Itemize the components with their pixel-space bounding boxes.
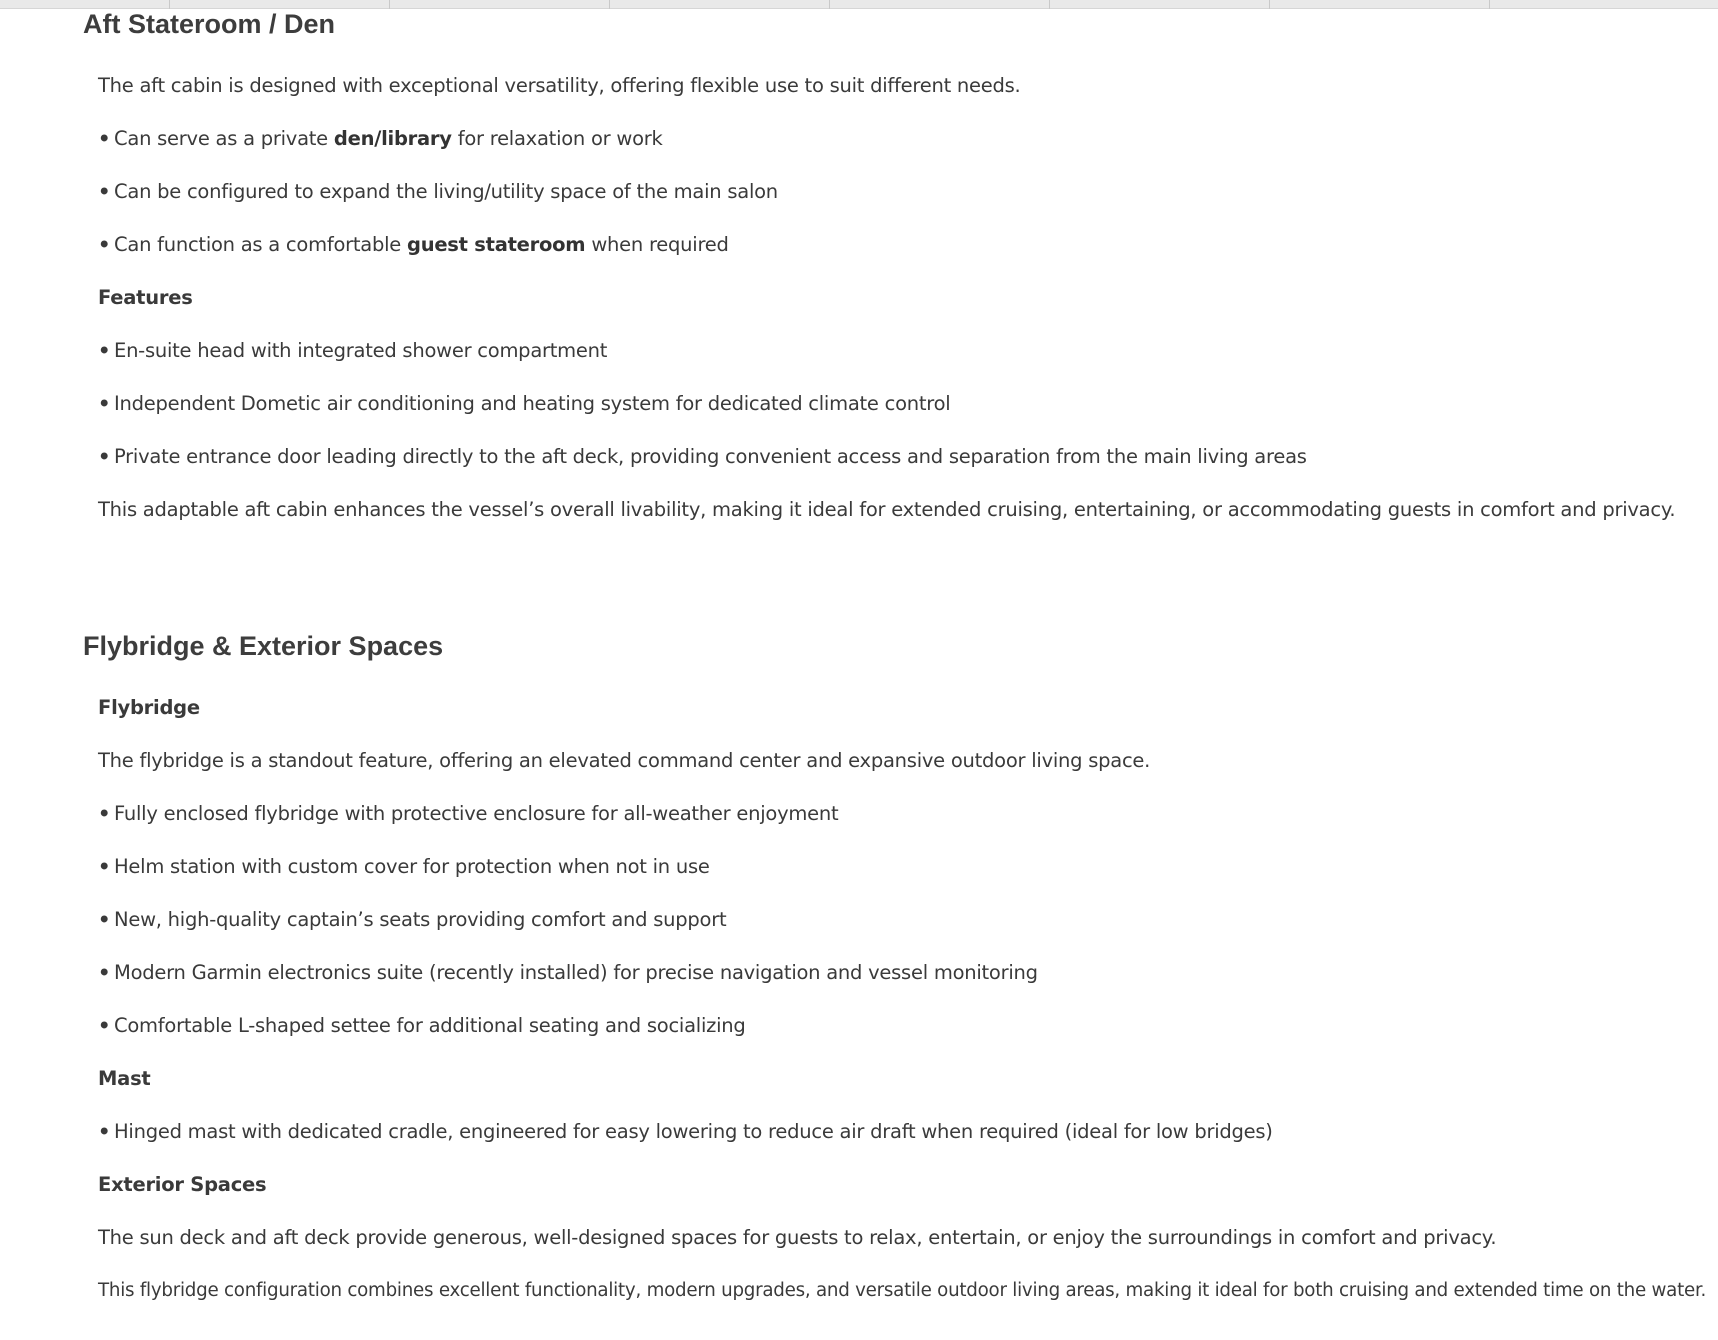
list-item: • Fully enclosed flybridge with protective enclosure for all-weather enjoyment xyxy=(98,802,839,825)
aft-closing-paragraph: This adaptable aft cabin enhances the vessel’s overall livability, making it ideal for extended cruising, entertaining, or accommodating guests in comfort and privacy. xyxy=(98,498,1676,521)
bullet-icon: • xyxy=(98,127,111,150)
strip-divider xyxy=(1049,0,1050,9)
flybridge-heading: Flybridge xyxy=(98,696,200,719)
section-title-aft-stateroom: Aft Stateroom / Den xyxy=(83,9,336,39)
strip-divider xyxy=(1269,0,1270,9)
strip-divider xyxy=(829,0,830,9)
bullet-icon: • xyxy=(98,961,111,984)
bullet-icon: • xyxy=(98,339,111,362)
bullet-icon: • xyxy=(98,180,111,203)
list-item: • New, high-quality captain’s seats providing comfort and support xyxy=(98,908,727,931)
bullet-icon: • xyxy=(98,1014,111,1037)
exterior-spaces-heading: Exterior Spaces xyxy=(98,1173,267,1196)
bullet-icon: • xyxy=(98,392,111,415)
aft-intro-paragraph: The aft cabin is designed with exceptional versatility, offering flexible use to suit different needs. xyxy=(98,74,1021,97)
list-item: • Hinged mast with dedicated cradle, engineered for easy lowering to reduce air draft when required (ideal for low bridges) xyxy=(98,1120,1273,1143)
list-item: • Can function as a comfortable guest stateroom when required xyxy=(98,233,729,256)
bullet-icon: • xyxy=(98,802,111,825)
flybridge-closing-paragraph: This flybridge configuration combines excellent functionality, modern upgrades, and versatile outdoor living areas, making it ideal for both cruising and extended time on the water. xyxy=(98,1280,1707,1301)
features-heading: Features xyxy=(98,286,193,309)
bullet-icon: • xyxy=(98,908,111,931)
list-item: • Helm station with custom cover for protection when not in use xyxy=(98,855,710,878)
list-item: • Comfortable L-shaped settee for additional seating and socializing xyxy=(98,1014,746,1037)
exterior-paragraph: The sun deck and aft deck provide generous, well-designed spaces for guests to relax, entertain, or enjoy the surroundings in comfort and privacy. xyxy=(98,1226,1497,1249)
strip-divider xyxy=(1489,0,1490,9)
list-item: • Can serve as a private den/library for relaxation or work xyxy=(98,127,663,150)
list-item: • Private entrance door leading directly to the aft deck, providing convenient access and separation from the main living areas xyxy=(98,445,1307,468)
section-title-flybridge: Flybridge & Exterior Spaces xyxy=(83,631,444,661)
list-item: • Can be configured to expand the living/utility space of the main salon xyxy=(98,180,778,203)
flybridge-intro-paragraph: The flybridge is a standout feature, offering an elevated command center and expansive outdoor living space. xyxy=(98,749,1151,772)
list-item: • Independent Dometic air conditioning and heating system for dedicated climate control xyxy=(98,392,951,415)
strip-divider xyxy=(389,0,390,9)
strip-divider xyxy=(609,0,610,9)
bullet-icon: • xyxy=(98,445,111,468)
bullet-icon: • xyxy=(98,855,111,878)
list-item: • En-suite head with integrated shower compartment xyxy=(98,339,608,362)
mast-heading: Mast xyxy=(98,1067,151,1090)
list-item: • Modern Garmin electronics suite (recently installed) for precise navigation and vessel monitoring xyxy=(98,961,1038,984)
bullet-icon: • xyxy=(98,1120,111,1143)
bullet-icon: • xyxy=(98,233,111,256)
